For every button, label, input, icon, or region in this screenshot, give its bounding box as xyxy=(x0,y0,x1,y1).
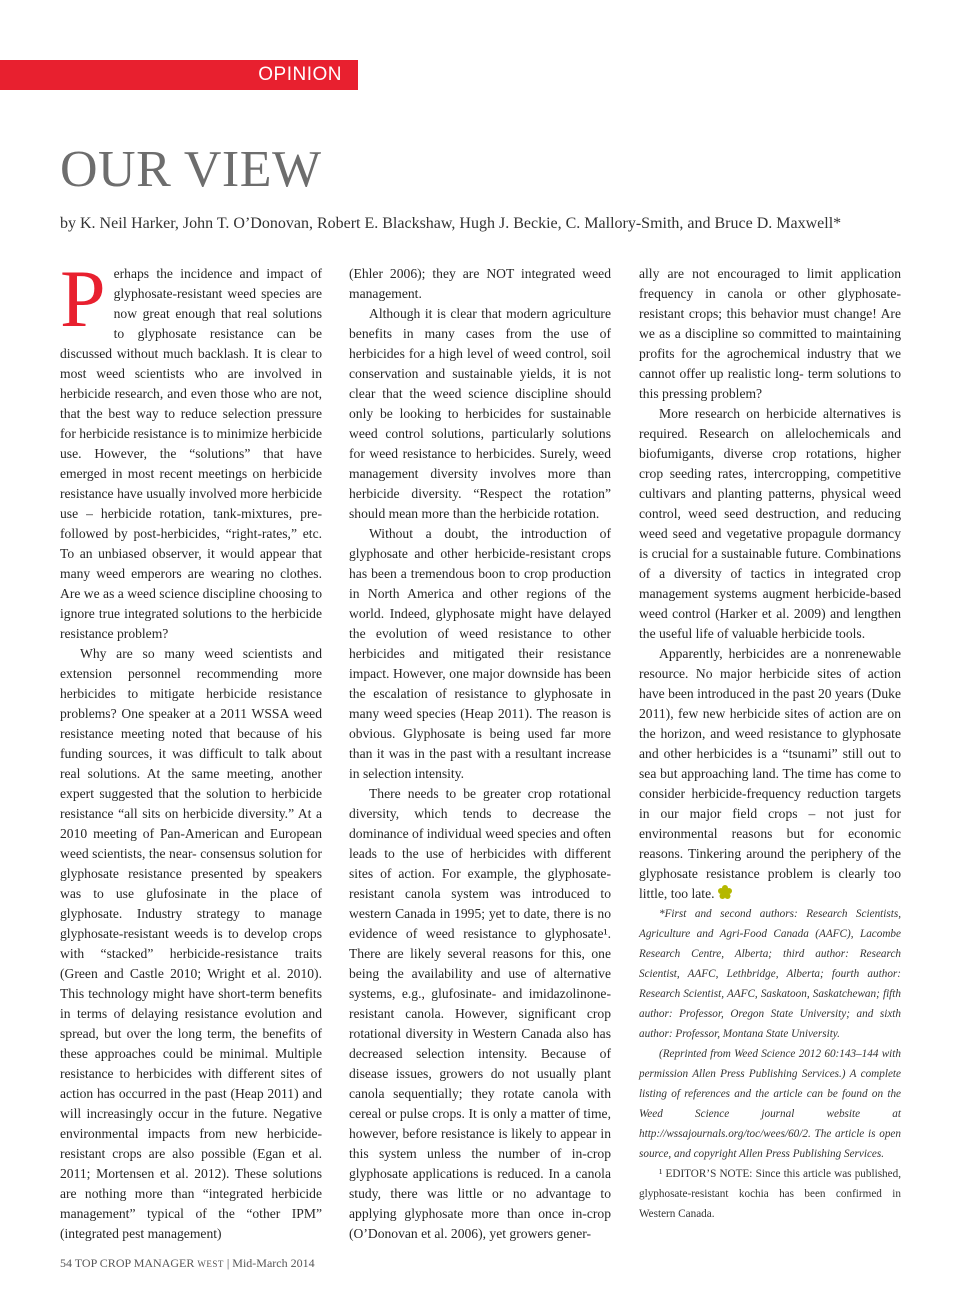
page-footer xyxy=(60,1256,315,1271)
article-paragraph xyxy=(639,644,901,904)
article-paragraph: There needs to be greater crop rotational diversity, which tends to decrease the dominance of individual weed species and often leads to the use of herbicides with different sites of action. For example, the glyphosate-resistant canola system was introduced to western Canada in 1995; yet to date, there is no evidence of weed resistance to glyphosate¹. There are likely several reasons for this, one being the availability and use of alternative systems, e.g., glufosinate- and imidazolinone-resistant canola. However, significant crop rotational diversity in Western Canada also has decreased selection intensity. Because of disease issues, growers do not usually plant canola sequentially; they rotate canola with cereal or pulse crops. It is only a matter of time, however, before resistance is likely to appear in this system unless the number of in-crop glyphosate applications is reduced. In a canola study, there was little or no advantage to applying glyphosate more than once in-crop (O’Donovan et al. 2006), yet growers gener- xyxy=(349,786,611,1241)
section-banner xyxy=(0,60,358,90)
paragraph-text: Apparently, herbicides are a nonrenewable resource. No major herbicide sites of action have been introduced in the past 20 years (Duke 2011), few new herbicide sites of action are on the horizon, and weed resistance to glyphosate and other herbicides is a “tsunami” still out to sea but approaching land. The time has come to consider herbicide-frequency reduction targets in our major field crops – not just for environmental reasons but for economic reasons. Tinkering around the periphery of the glyphosate resistance problem is clearly too little, too late. xyxy=(639,646,901,901)
footer-separator: | xyxy=(226,1256,230,1270)
magazine-name: TOP CROP MANAGER xyxy=(74,1256,195,1270)
article-paragraph xyxy=(60,253,322,644)
author-affiliations-note: *First and second authors: Research Scientists, Agriculture and Agri-Food Canada (AAFC), Lacombe Research Centre, Alberta; third author: Research Scientist, AAFC, Lethbridge, Alberta; fourth author: Research Scientist, AAFC, Saskatoon, Saskatchewan; fifth author: Professor, Oregon State University; and sixth author: Professor, Montana State University. xyxy=(639,908,901,1040)
paragraph-text: erhaps the incidence and impact of glyphosate-resistant weed species are now great enough that real solutions to glyphosate resistance can be discussed without much backlash. It is clear to most weed scientists who are involved in herbicide research, and even those who are not, that the best way to reduce selection pressure for herbicide resistance is to minimize herbicide use. However, the “solutions” that have emerged in most recent meetings on herbicide resistance have usually involved more herbicide use – herbicide rotation, tank-mixtures, pre- followed by post-herbicides, “right-rates,” etc. To an unbiased observer, it would appear that many weed emperors are wearing no clothes. Are we as a weed science discipline choosing to ignore true integrated solutions to the herbicide resistance problem? xyxy=(60,266,322,641)
article-column-3 xyxy=(639,264,901,1224)
drop-cap: P xyxy=(60,253,106,344)
editor-note: ¹ EDITOR’S NOTE: Since this article was published, glyphosate-resistant kochia has been confirmed in Western Canada. xyxy=(639,1168,901,1220)
page-title: OUR VIEW xyxy=(60,141,322,198)
article-paragraph: Why are so many weed scientists and extension personnel recommending more herbicides to mitigate herbicide resistance problems? One speaker at a 2011 WSSA weed resistance meeting noted that because of his funding sources, it was difficult to talk about real solutions. At the same meeting, another expert suggested that the solution to herbicide resistance “all sits on herbicide diversity.” At a 2010 meeting of Pan-American and European weed scientists, the near- consensus solution for glyphosate resistance presented by speakers was to use glufosinate in the place of glyphosate. Industry strategy to manage glyphosate-resistant weeds is to develop crops with “stacked” herbicide-resistance traits (Green and Castle 2010; Wright et al. 2010). This technology might have short-term benefits in terms of delaying resistance evolution and spread, but over the long term, the benefits of these approaches could be minimal. Multiple resistance to herbicides with different sites of action has occurred in the past (Heap 2011) and will increasingly occur in the future. Negative environmental impacts from new herbicide-resistant crops are also possible (Egan et al. 2011; Mortensen et al. 2012). These solutions are nothing more than “integrated herbicide management” typical of the “other IPM” (integrated pest management) xyxy=(60,646,322,1241)
leaf-end-mark-icon xyxy=(717,884,733,900)
section-label: OPINION xyxy=(258,64,342,85)
byline: by K. Neil Harker, John T. O’Donovan, Robert E. Blackshaw, Hugh J. Beckie, C. Mallory-Smith, and Bruce D. Maxwell* xyxy=(60,215,842,232)
magazine-region: WEST xyxy=(197,1259,224,1269)
page-number: 54 xyxy=(60,1256,72,1270)
article-paragraph: Without a doubt, the introduction of glyphosate and other herbicide-resistant crops has been a tremendous boon to crop production in North America and other regions of the world. Indeed, glyphosate might have delayed the evolution of weed resistance to other herbicides and mitigated their resistance impact. However, one major downside has been the escalation of resistance to glyphosate in many weed species (Heap 2011). The reason is obvious. Glyphosate is being used far more than it was in the past with a resultant increase in selection intensity. xyxy=(349,526,611,781)
article-column-1 xyxy=(60,253,322,1244)
reprint-note: (Reprinted from Weed Science 2012 60:143–144 with permission Allen Press Publishing Services.) A complete listing of references and the article can be found on the Weed Science journal website at http://wssajournals.org/toc/wees/60/2. The article is open source, and copyright Allen Press Publishing Services. xyxy=(639,1048,901,1160)
issue-date: Mid-March 2014 xyxy=(232,1256,315,1270)
article-paragraph: (Ehler 2006); they are NOT integrated weed management. xyxy=(349,266,611,301)
article-paragraph: Although it is clear that modern agriculture benefits in many cases from the use of herbicides for a high level of weed control, soil conservation and sustainable yields, it is not clear that the weed science discipline should only be looking to herbicides for sustainable weed control solutions, particularly solutions for weed resistance to herbicides. Surely, weed management diversity involves more than herbicide diversity. “Respect the rotation” should mean more than the herbicide rotation. xyxy=(349,306,611,521)
article-column-2 xyxy=(349,264,611,1244)
article-paragraph: ally are not encouraged to limit application frequency in canola or other glyphosate-resistant crops; this behavior must change! Are we as a discipline so committed to maintaining profits for the agrochemical industry that we cannot offer up realistic long- term solutions to this pressing problem? xyxy=(639,266,901,401)
article-paragraph: More research on herbicide alternatives is required. Research on allelochemicals and biofumigants, diverse crop rotations, higher crop seeding rates, intercropping, competitive cultivars and planting patterns, physical weed control, weed seed destruction, and reducing weed seed and vegetative propagule dormancy is crucial for a sustainable future. Combinations of a diversity of tactics in integrated crop management systems augment herbicide-based weed control (Harker et al. 2009) and lengthen the useful life of valuable herbicide tools. xyxy=(639,406,901,641)
